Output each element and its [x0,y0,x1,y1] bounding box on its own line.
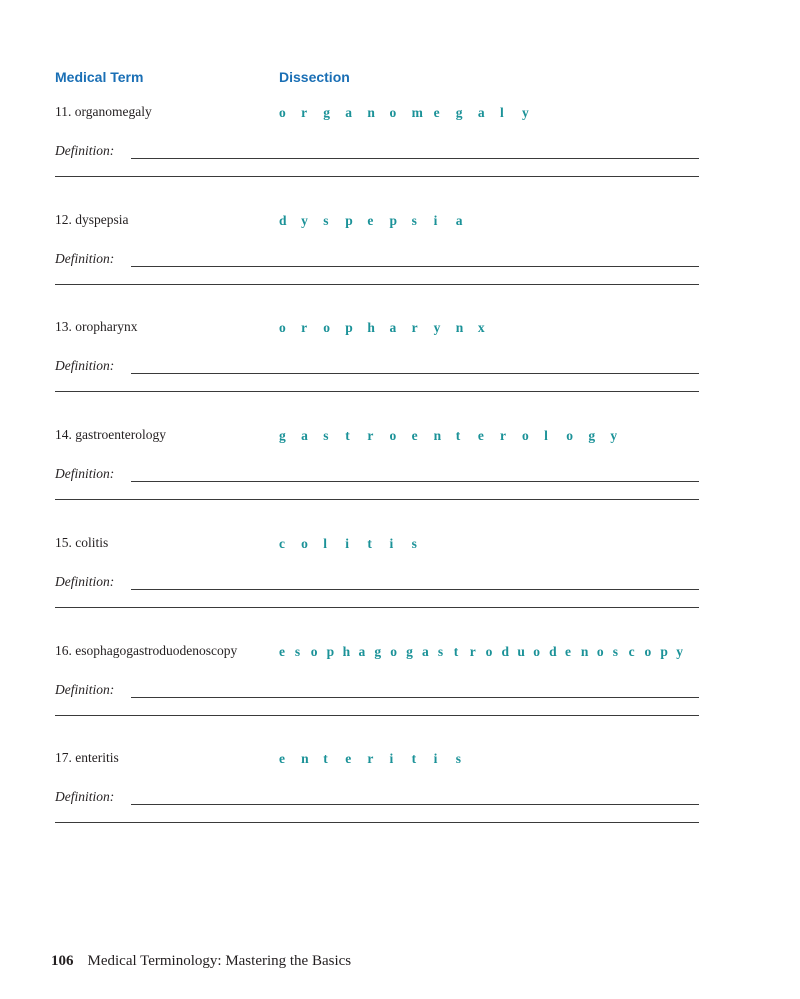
definition-answer-line[interactable] [131,589,699,590]
definition-answer-line[interactable] [131,266,699,267]
definition-answer-line[interactable] [131,697,699,698]
definition-label: Definition: [55,358,115,374]
definition-answer-line-continued[interactable] [55,607,699,608]
definition-label: Definition: [55,143,115,158]
page-footer [51,952,351,970]
term-entry [0,426,800,534]
dissection-letters: e s o p h a g o g a s t r o d u o d e n o s c o p y [279,643,684,659]
definition-label: Definition: [55,250,115,266]
page-number: 106 [51,953,74,969]
dissection-letters: g a s t r o e n t e r o l o g y [279,428,618,444]
definition-label: Definition: [55,466,115,482]
definition-answer-line-continued[interactable] [55,176,699,177]
definition-answer-line-continued[interactable] [55,822,699,823]
definition-answer-line[interactable] [131,804,699,805]
medical-term: 11. organomegaly [55,104,152,119]
dissection-letters: o r o p h a r y n x [279,320,485,336]
definition-answer-line[interactable] [131,373,699,374]
dissection-letters: c o l i t i s [279,535,417,551]
medical-term: 15. colitis [55,534,109,550]
book-title: Medical Terminology: Mastering the Basics [87,953,352,969]
definition-label: Definition: [55,681,115,697]
term-entry [0,318,800,426]
definition-answer-line[interactable] [131,481,699,482]
definition-answer-line-continued[interactable] [55,499,699,500]
term-entry [0,642,800,750]
column-header-medical-term: Medical Term [55,69,144,85]
dissection-letters: e n t e r i t i s [279,751,462,767]
definition-label: Definition: [55,573,115,589]
medical-term: 13. oropharynx [55,319,138,335]
definition-answer-line-continued[interactable] [55,391,699,392]
medical-term: 12. dyspepsia [55,211,129,227]
term-entry [0,749,800,857]
term-entry [0,103,800,211]
definition-answer-line-continued[interactable] [55,284,699,285]
term-entry [0,211,800,319]
definition-answer-line-continued[interactable] [55,715,699,716]
medical-term: 16. esophagogastroduodenoscopy [55,642,238,658]
medical-term: 17. enteritis [55,750,119,766]
column-header-dissection: Dissection [279,69,350,85]
definition-answer-line[interactable] [131,158,699,159]
dissection-letters: o r g a n o m e g a l y [279,105,529,120]
medical-term: 14. gastroenterology [55,427,166,443]
term-entry [0,534,800,642]
dissection-letters: d y s p e p s i a [279,212,463,228]
definition-label: Definition: [55,789,115,805]
